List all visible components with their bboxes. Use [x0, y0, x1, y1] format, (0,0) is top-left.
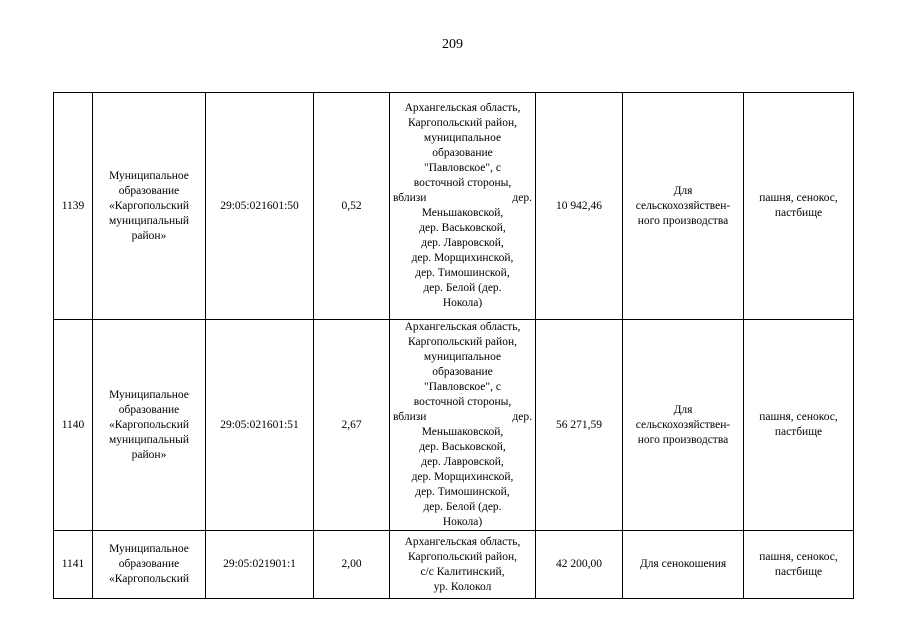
cadastral-number: 29:05:021601:51 [206, 320, 314, 531]
address-line: Меньшаковской, [421, 207, 504, 219]
address-line: вблизи дер. [393, 411, 532, 423]
address-line: дер. Белой (дер. [423, 501, 502, 513]
land-category: Для сельскохозяйствен-ного производства [623, 320, 744, 531]
row-number: 1141 [54, 531, 93, 599]
address-line: Архангельская область, [404, 321, 521, 333]
address-line: вблизи дер. [393, 192, 532, 204]
cadastral-value: 56 271,59 [536, 320, 623, 531]
row-number: 1140 [54, 320, 93, 531]
address-line: "Павловское", с [424, 381, 501, 393]
permitted-use: пашня, сенокос, пастбище [744, 531, 854, 599]
address-line: дер. Лавровской, [421, 237, 504, 249]
area-value: 2,00 [314, 531, 390, 599]
address-cell [390, 93, 536, 320]
address-line: ур. Колокол [433, 580, 492, 593]
address-line: дер. Тимошинской, [415, 486, 510, 498]
address-line: Архангельская область, [404, 535, 521, 548]
address-line: восточной стороны, [413, 396, 512, 408]
address-line: муниципальное [423, 132, 502, 144]
address-line: Архангельская область, [404, 102, 521, 114]
address-line: дер. Тимошинской, [415, 267, 510, 279]
address-line: образование [432, 147, 493, 159]
address-line: дер. Лавровской, [421, 456, 504, 468]
owner-cell: Муниципальное образование «Каргопольский муниципальный район» [93, 93, 206, 320]
address-line: Нокола) [442, 297, 483, 309]
cadastral-number: 29:05:021901:1 [206, 531, 314, 599]
address-line: Каргопольский район, [408, 550, 517, 563]
cadastral-number: 29:05:021601:50 [206, 93, 314, 320]
address-line: Каргопольский район, [408, 336, 517, 348]
address-line: с/с Калитинский, [420, 565, 505, 578]
address-line: Нокола) [442, 516, 483, 528]
address-line: восточной стороны, [413, 177, 512, 189]
cadastral-value: 42 200,00 [536, 531, 623, 599]
address-line: дер. Морщихинской, [411, 252, 514, 264]
row-number: 1139 [54, 93, 93, 320]
table-row [54, 531, 854, 599]
table-row [54, 93, 854, 320]
land-register-table [53, 92, 854, 599]
address-line: муниципальное [423, 351, 502, 363]
permitted-use: пашня, сенокос, пастбище [744, 93, 854, 320]
address-line: дер. Белой (дер. [423, 282, 502, 294]
address-line: Каргопольский район, [408, 117, 517, 129]
address-line: дер. Васьковской, [419, 222, 506, 234]
address-cell [390, 531, 536, 599]
address-cell [390, 320, 536, 531]
permitted-use: пашня, сенокос, пастбище [744, 320, 854, 531]
table-row [54, 320, 854, 531]
owner-cell: Муниципальное образование «Каргопольский муниципальный район» [93, 320, 206, 531]
land-category: Для сельскохозяйствен-ного производства [623, 93, 744, 320]
page-number: 209 [442, 37, 463, 52]
area-value: 0,52 [314, 93, 390, 320]
address-line: образование [432, 366, 493, 378]
land-category: Для сенокошения [623, 531, 744, 599]
address-line: "Павловское", с [424, 162, 501, 174]
address-line: дер. Васьковской, [419, 441, 506, 453]
cadastral-value: 10 942,46 [536, 93, 623, 320]
address-line: дер. Морщихинской, [411, 471, 514, 483]
address-line: Меньшаковской, [421, 426, 504, 438]
owner-cell: Муниципальное образование «Каргопольский [93, 531, 206, 599]
area-value: 2,67 [314, 320, 390, 531]
